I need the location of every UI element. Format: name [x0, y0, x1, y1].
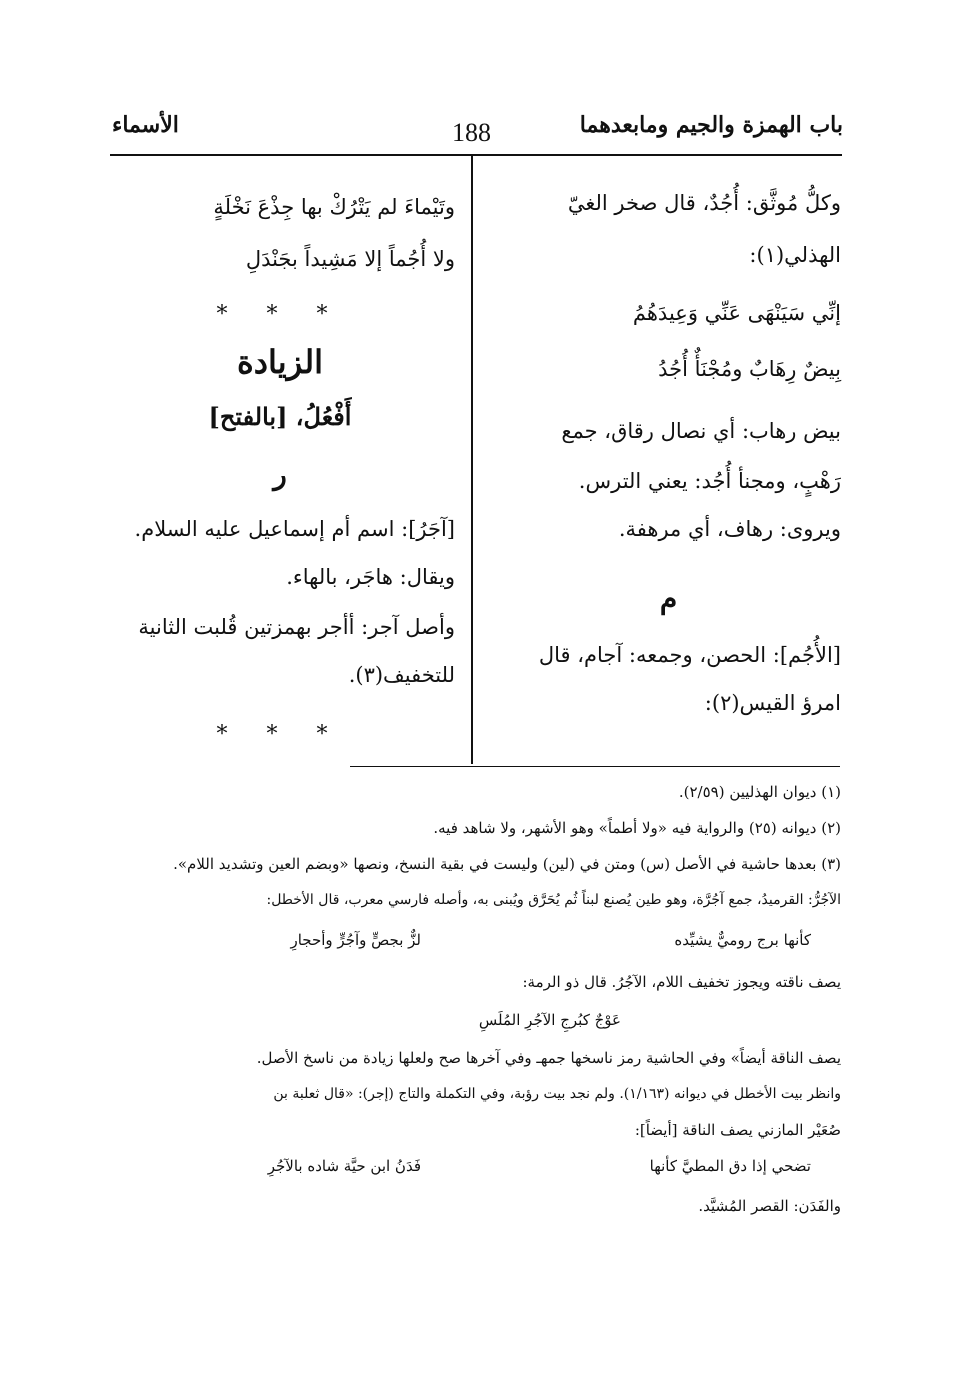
footnote-text: وانظر بيت الأخطل في ديوانه (١/١٦٣). ولم نجد بيت رؤبة، وفي التكملة والتاج (إجر): «قال ثعلبة بن	[273, 1086, 841, 1102]
footnote: (٣) بعدها حاشية في الأصل (س) ومتن في (لين) وليست في بقية النسخ، ونصها «وبضم العين وتشديد اللام».	[173, 855, 841, 873]
footnote: (٢) ديوانه (٢٥) والرواية فيه «ولا أطماً» وهو الأشهر، ولا شاهد فيه.	[433, 819, 841, 837]
text-line: ويروى: رهاف، أي مرهفة.	[618, 517, 841, 541]
text-line: للتخفيف(٣).	[348, 663, 455, 687]
footnote-verse: تضحي إذا دق المطيَّ كأنها	[649, 1157, 811, 1175]
verse-line: وتَيْماءَ لم يَتْرُكْ بها جِذْعَ نَخْلَةٍ	[213, 195, 455, 219]
footnote-text: يصف ناقته ويجوز تخفيف اللام، الآجُرُ. قال ذو الرمة:	[522, 973, 841, 991]
footnote-text: صُعَيْر المازني يصف الناقة [أيضاً]:	[634, 1121, 841, 1139]
column-divider	[471, 156, 473, 764]
footnote-verse: كأنها برج روميٌّ يشيِّده	[674, 931, 811, 949]
footnote-verse: عَوْجٌ كبُرجِ الآجُرِ المُلَسِ	[478, 1011, 621, 1029]
chapter-title: باب الهمزة والجيم ومابعدهما	[579, 112, 843, 138]
text-line: [آجَرُ]: اسم أم إسماعيل عليه السلام.	[134, 517, 455, 541]
footnote-rule	[350, 766, 840, 767]
footnote: (١) ديوان الهذليين (٢/٥٩).	[678, 783, 841, 801]
letter-heading: ر	[273, 458, 287, 491]
verse-line: ولا أُجُماً إلا مَشِيداً بجَنْدَلِ	[245, 247, 455, 271]
letter-heading: م	[659, 582, 678, 615]
text-line: بيض رهاب: أي نصال رقاق، جمع	[561, 419, 841, 443]
separator-stars: * * *	[216, 302, 344, 327]
text-line: وأصل آجر: أأجر بهمزتين قُلبت الثانية	[138, 615, 455, 639]
text-line: ويقال: هاجَر، بالهاء.	[286, 565, 455, 589]
text-line: الهذلي(١):	[749, 243, 841, 267]
pattern-heading: أَفْعُلُ، [بالفتح]	[208, 402, 352, 431]
text-line: وكلُّ مُوثَّق: أُجُدٌ، قال صخر الغيّ	[567, 191, 841, 215]
separator-stars: * * *	[216, 722, 344, 747]
verse-line: بِيضٌ رِهَابٌ ومُجْنَأٌ أُجُدُ	[658, 357, 841, 381]
footnote-text: والفَدَن: القصر المُشيَّد.	[698, 1197, 841, 1215]
text-line: رَهْبٍ، ومجنأ أُجُد: يعني الترس.	[578, 469, 841, 493]
section-heading: الأسماء	[112, 112, 179, 138]
footnote-verse: فَدَنُ ابن حيَّة شاده بالآجُرِ	[267, 1157, 421, 1175]
text-line: [الأُجُم]: الحصن، وجمعه: آجام، قال	[538, 643, 841, 667]
footnote-verse: لزٌّ بجصٍّ وآجُرٍّ وأحجارِ	[290, 931, 421, 949]
header-rule	[110, 154, 842, 156]
footnote-text: الآجُرُّ: القرميدُ، جمع آجُرَّة، وهو طين يُصنع لبناً ثُم يُحَرَّق ويُبنى به، وأصله فارسي معرب، قال الأخطل:	[266, 892, 841, 908]
verse-line: إنِّي سَيَنْهَى عَنِّي وَعِيدَهُمُ	[632, 301, 841, 325]
footnote-text: يصف الناقة أيضاً» وفي الحاشية رمز ناسخها جمهـ وفي آخرها صح ولعلها زيادة من ناسخ الأصل.	[256, 1049, 841, 1067]
text-line: امرؤ القيس(٢):	[704, 691, 841, 715]
section-title: الزيادة	[237, 343, 323, 381]
page-number: 188	[452, 118, 491, 147]
